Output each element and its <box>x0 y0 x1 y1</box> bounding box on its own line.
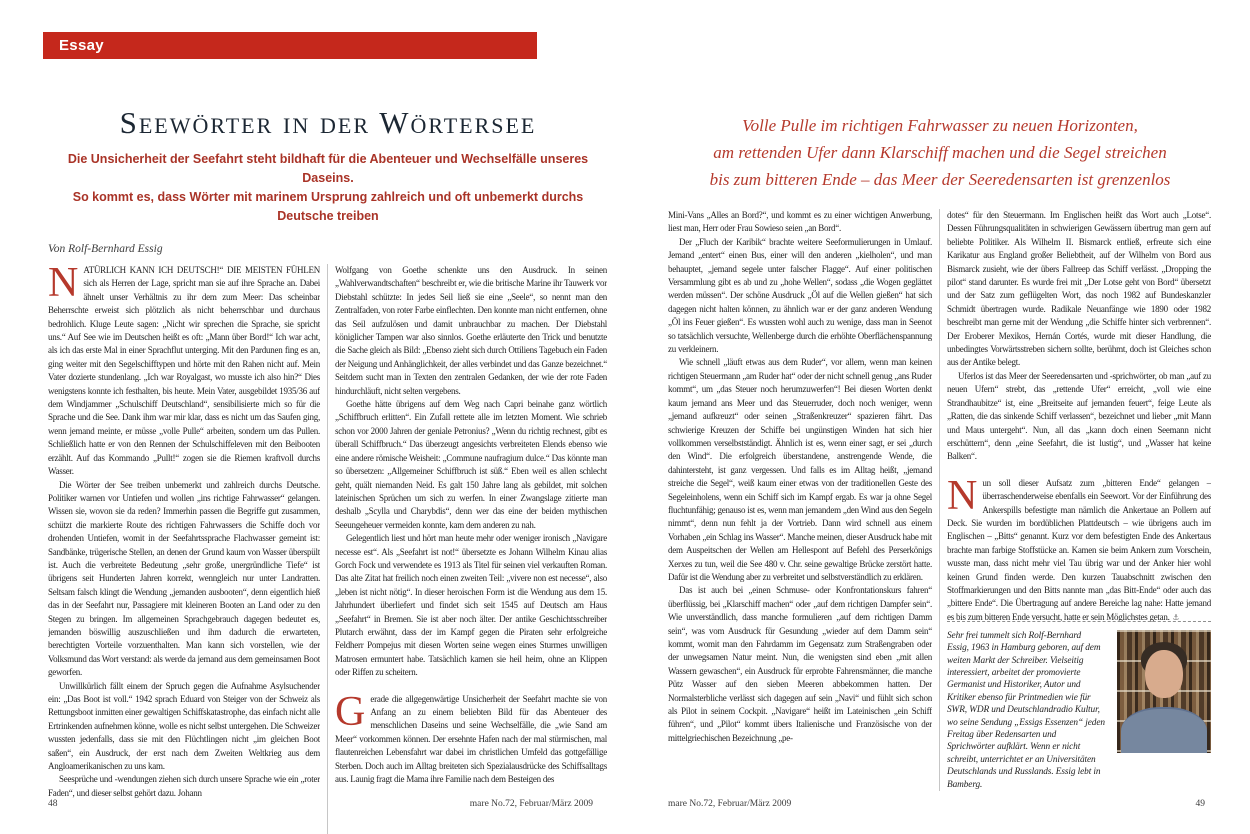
drop-cap: N <box>48 264 79 306</box>
page-number-right: 49 <box>1195 799 1205 809</box>
issue-info-right: mare No.72, Februar/März 2009 <box>668 799 792 809</box>
drop-cap: G <box>335 688 366 735</box>
left-page-column-1 <box>48 264 320 834</box>
pull-quote-line-2: am rettenden Ufer dann Klarschiff machen und die Segel streichen <box>713 143 1167 162</box>
article-subtitle <box>48 150 608 226</box>
body-paragraph: Gerade die allgegenwärtige Unsicherheit der Seefahrt machte sie von Anfang an zu einem beliebten Bild für das Abenteuer des menschlichen Daseins und seine Wechselfälle, die „wie Sand am Meer“ vorkommen können. Der ersehnte Hafen nach der mal stürmischen, mal flautenreichen Lebensfahrt war dabei im christlichen Umfeld das gottgefällige Sterben. Doch auch im Alltag breiteten sich Spezialausdrücke des Schiffsalltags aus. Launig fragt die Mama ihre Familie nach dem Besteigen des <box>335 688 607 785</box>
column-rule <box>939 209 940 791</box>
body-paragraph: Gelegentlich liest und hört man heute mehr oder weniger ironisch „Navigare necesse est“. Als „Seefahrt ist not!“ übersetzte es Johann Wilhelm Kinau alias Gorch Fock und verwendete es 1913 als Titel für seinen viel verkauften Roman. Das alte Zitat hat freilich noch einen zweiten Teil: „vivere non est necesse“, also „leben ist nicht nötig“. In dieser heroischen Form ist die Wendung aus dem 15. Jahrhundert überliefert und findet sich seit 1545 auf Deutsch am Haus „Seefahrt“ in Bremen. Sie ist aber noch älter. Der antike Geschichtsschreiber Plutarch erwähnt, dass der im Kampf gegen die Piraten sehr erfolgreiche Feldherr Pompejus mit diesen Worten seine wegen eines Sturmes unwilligen Matrosen ermuntert habe. Tatsächlich kamen sie heil heim, ohne an Klippen oder Riffen zu scheitern. <box>335 533 607 678</box>
author-shirt <box>1121 707 1207 753</box>
author-face <box>1145 650 1183 698</box>
drop-cap: N <box>947 472 978 519</box>
body-paragraph: Wolfgang von Goethe schenkte uns den Ausdruck. In seinen „Wahlverwandtschaften“ beschreibt er, wie die britische Marine ihr Tauwerk vor Diebstahl schützte: In jedes Seil ließ sie eine „Seele“, so nennt man den Zentralfaden, von roter Farbe einflechten. Den konnte man nicht entfernen, ohne das Seil aufzulösen und damit unbrauchbar zu machen. Der Diebstahl königlicher Tampen war also sinnlos. Goethe erläuterte den Trick und benutzte die Sache gleich als Bild: „Ebenso zieht sich durch Ottiliens Tagebuch ein Faden der Neigung und Anhänglichkeit, der alles verbindet und das Ganze bezeichnet.“ Seitdem sucht man in Texten den zentralen Gedanken, der wie der rote Faden hindurchläuft, nicht selten vergebens. <box>335 265 607 396</box>
essay-kicker-label: Essay <box>59 37 104 54</box>
body-paragraph: Goethe hätte übrigens auf dem Weg nach Capri beinahe ganz wörtlich „Schiffbruch erlitten“. Ein Zufall rettete alle im letzten Moment. Wie schrieb schon vor 2000 Jahren der geniale Petronius? „Wenn du richtig rechnest, gibt es überall Schiffbruch.“ Das überzeugt angesichts verbreiteten Elends ebenso wie eine andere römische Weisheit: „Commune naufragium dulce.“ Das könnte man so übersetzen: „Allgemeiner Schiffbruch ist süß.“ Eben weil es allen schlecht geht, quält niemanden Neid. Es galt 150 Jahre lang als gebildet, mit solchen lateinischen Sprüchen um sich zu werfen. In einer Zwangslage zitierte man deshalb „Scylla und Charybdis“, denn wer das eine der beiden mythischen Seeungeheuer vermeiden konnte, kam dem anderen zu nah. <box>335 399 607 530</box>
essay-kicker-bar <box>43 32 537 59</box>
right-page <box>668 112 1212 791</box>
article-title: Seewörter in der Wörtersee <box>119 105 537 140</box>
subtitle-line-1: Die Unsicherheit der Seefahrt steht bildhaft für die Abenteuer und Wechselfälle unseres Daseins. <box>67 152 589 185</box>
body-paragraph: dotes“ für den Steuermann. Im Englischen heißt das Wort auch „Lotse“. Dessen Führungsqualitäten in schwierigen Gewässern übertrug man gern auf beliebte Politiker. Als Wilhelm II. Bismarck entließ, erfreute sich eine Karikatur aus England großer Beliebtheit, auf der Wilhelm von Bord aus Bismarck zusieht, wie der übers Fallreep das Schiff verlässt. „Dropping the pilot“ stand darunter. Es wurde frei mit „Der Lotse geht von Bord“ übersetzt und der Satz zum geflügelten Wort, das noch 1982 auf Bundeskanzler Schmidt übertragen wurde. Radikale Neuanfänge wie 1890 oder 1982 beschreibt man gerne mit der Wendung „die Schiffe hinter sich verbrennen“. Der Eroberer Mexikos, Hernán Cortés, wurde mit dieser Handlung, die unbedingtes Vorwärtsstreben sichern sollte, berühmt, doch ist Gleiches schon aus der Antike belegt. <box>947 210 1211 368</box>
byline: Von Rolf-Bernhard Essig <box>48 243 163 255</box>
pull-quote <box>668 112 1212 193</box>
right-page-column-1 <box>668 209 932 791</box>
left-page-column-2 <box>335 264 607 834</box>
column-rule <box>327 264 328 834</box>
body-paragraph: Nun soll dieser Aufsatz zum „bitteren Ende“ gelangen – überraschenderweise ebenfalls ein Seewort. Vor der Einführung des Ankerspills befestigte man nämlich die Ankertaue an Pollern auf Deck. Sie wurden im bordüblichen Plattdeutsch – wie übrigens auch im Englischen – „Bitts“ genannt. Kurz vor dem befestigten Ende des Ankertaus brachte man farbige Stoffstücke an. Kamen sie beim Ankern zum Vorschein, wusste man, dass nicht mehr viel Tau übrig war und der Anker hier wohl keinen Grund finden werde. Den kurzen Tauabschnitt zwischen den Stoffmarkierungen und den Bitts nannte man „das Bitt-Ende“ oder auch das „bittere Ende“. Die Übertragung auf andere Bereiche lag nahe: Hatte jemand es bis zum bitteren Ende versucht, hatte er sein Möglichstes getan. ⚓ <box>947 472 1211 622</box>
body-paragraph: Unwillkürlich fällt einem der Spruch gegen die Aufnahme Asylsuchender ein: „Das Boot ist voll.“ 1942 sprach Eduard von Steiger von der Schweiz als Rettungsboot inmitten einer gewaltigen Schiffskatastrophe, das einfach nicht alle Ertrinkenden aufnehmen könne, wolle es nicht selbst untergehen. Die Schweizer wussten jedenfalls, dass sie mit den Flüchtlingen nicht „im gleichen Boot saßen“, ein Ausdruck, der erst nach dem Zweiten Weltkrieg aus dem Angloamerikanischen zu uns kam. <box>48 680 320 772</box>
pull-quote-line-3: bis zum bitteren Ende – das Meer der Seeredensarten ist grenzenlos <box>709 170 1171 189</box>
pull-quote-line-1: Volle Pulle im richtigen Fahrwasser zu neuen Horizonten, <box>742 116 1138 135</box>
right-page-column-2-text <box>947 209 1211 624</box>
author-photo <box>1117 630 1211 753</box>
bio-divider-rule <box>947 621 1211 622</box>
author-bio-block <box>947 621 1211 791</box>
end-mark-icon: ⚓ <box>1169 612 1180 622</box>
right-page-columns <box>668 209 1212 791</box>
subtitle-line-2: So kommt es, dass Wörter mit marinem Ursprung zahlreich und oft unbemerkt durchs Deutsche treiben <box>72 190 584 223</box>
left-page <box>48 105 608 834</box>
left-page-columns <box>48 264 608 834</box>
right-page-column-2 <box>947 209 1211 791</box>
author-bio-text: Sehr frei tummelt sich Rolf-Bernhard Essig, 1963 in Hamburg geboren, auf dem weiten Markt der Schreiber. Vielseitig interessiert, arbeitet der promovierte Germanist und Historiker, Autor und Kritiker ebenso für Printmedien wie für SWR, WDR und Deutschlandradio Kultur, wo seine Sendung „Essigs Essenzen“ jeden Freitag über Redensarten und Sprichwörter aufklärt. Wenn er nicht schreibt, unterrichtet er an Universitäten Deutschlands und Russlands. Essig lebt in Bamberg. <box>947 630 1105 790</box>
body-paragraph: Mini-Vans „Alles an Bord?“, und kommt es zu einer wichtigen Anwerbung, liest man, Herr oder Frau Sowieso seien „an Bord“. <box>668 210 932 234</box>
issue-info-left: mare No.72, Februar/März 2009 <box>469 799 593 809</box>
body-paragraph: Uferlos ist das Meer der Seeredensarten und -sprichwörter, ob man „auf zu neuen Ufern“ strebt, das „rettende Ufer“ erreicht, „voll wie eine Strandhaubitze“ ist, eine „Breitseite auf jemanden feuert“, feige Leute als „Ratten, die das sinkende Schiff verlassen“, bezeichnet und lieber „mit Mann und Maus untergeht“. Nun, all das „kann doch einen Seemann nicht erschüttern“, denn „eine Seefahrt, die ist lustig“, und „Wasser hat keine Balken“. <box>947 370 1211 462</box>
body-paragraph: Die Wörter der See treiben unbemerkt und zahlreich durchs Deutsche. Politiker warnen vor Untiefen und wollen „ins richtige Fahrwasser“ gelangen. Wissen sie, wovon sie da reden? Immerhin passen die Begriffe gut zusammen, schützt die markierte Route des richtigen Fahrwassers die Schiffe doch vor drohenden Untiefen, womit in der Seefahrtssprache Flachwasser gemeint ist: Sandbänke, trügerische Stellen, an denen der Grund kaum von Wasser überspült ist. Auch die verbreitete Bedeutung „sehr große, unergründliche Tiefe“ ist übrigens seit Hunderten Jahren korrekt, wenngleich nur unter Landratten. Seltsam falsch klingt die Wendung „jemanden ausbooten“, denn eigentlich hieß das in der Seefahrt nur, Passagiere mit kleineren Booten an Land oder zu den Stegen zu bringen. Im allgemeinen Sprachgebrauch dagegen bedeutet es, jemanden böswillig auszuschließen und ihm dadurch die erwarteten, berechtigten Vorteile vorzuenthalten. Man kann sich vorstellen, wie der Volksmund das Wort verstand: als werde da jemand aus dem gemeinsamen Boot geworfen. <box>48 479 320 678</box>
body-paragraph: Der „Fluch der Karibik“ brachte weitere Seeformulierungen in Umlauf. Jemand „entert“ einen Bus, einer will den anderen „kielholen“, und man behauptet, „jemand segele unter falscher Flagge“. Auf einer politischen Versammlung gibt es ab und zu „hohe Wellen“, sodass „die Wogen geglättet werden müssen“. Der schöne Ausdruck „Öl auf die Wellen gießen“ hat sich dagegen nicht halten können, zu ähnlich war er der ganz anderen Wendung „Öl ins Feuer gießen“. Es wussten wohl auch zu wenige, dass man in Seenot so tatsächlich versuchte, Wellenberge durch die erhöhte Oberflächenspannung zu verkleinern. <box>668 236 932 355</box>
page-number-left: 48 <box>48 799 58 809</box>
body-paragraph: NATÜRLICH KANN ICH DEUTSCH!“ DIE MEISTEN FÜHLEN sich als Herren der Lage, spricht man sie auf ihre Sprache an. Dabei ähnelt unser Verhältnis zu ihr dem zum Meer: Das scheinbar Beherrschte erweist sich plötzlich als nicht beherrschbar und durchaus bedrohlich. Kluge Leute sagen: „Nicht wir sprechen die Sprache, sie spricht uns.“ Auf See wie im Deutschen heißt es oft: „Mann über Bord!“ Ich war acht, als ich das erste Mal in einer Sprachflut unterging. Mit den Pardunen fing es an, ging weiter mit den Segelschifftypen und hörte mit den Rahen nicht auf. Mein Vater dozierte stundenlang. „Ich war Royalgast, wo musste ich also hin?“ Dies wenigstens konnte ich festhalten, bis heute. Mein Vater, ausgebildet 1935/36 auf dem Windjammer „Schulschiff Deutschland“, sensibilisierte mich so für die Sprache und die See. Dank ihm war mir klar, dass es nicht um das Saufen ging, wenn jemand meinte, er müsse „volle Pulle“ arbeiten, sondern um das Pullen. Schließlich hatte er von den Rennen der Schulschiffeleven mit den Beibooten erzählt. Auf das Kommando „Pullt!“ zogen sie die Riemen kraftvoll durchs Wasser. <box>48 264 320 477</box>
body-paragraph: Seesprüche und -wendungen ziehen sich durch unsere Sprache wie ein „roter Faden“, und dieser selbst gehört dazu. Johann <box>48 774 320 798</box>
body-paragraph: Das ist auch bei „einen Schmuse- oder Konfrontationskurs fahren“ überflüssig, bei „Klarschiff machen“ oder „auf dem richtigen Dampfer sein“. Wie unverständlich, dass manche formulieren „auf dem richtigen Damm sein“, was vom Ausdruck für Gesundung „wieder auf dem Damm sein“ kommt, womit man den Fahrdamm im Gegensatz zum Straßengraben oder der unwegsamen Natur meint. Nun, die wenigsten sind eben „mit allen Wassern gewaschen“, ein Ausdruck für erprobte Fahrensmänner, die manche Pütz Wasser auf den sieben Meeren abbekommen hatten. Der Normalsterbliche verlässt sich dagegen auf sein „Navi“ und fühlt sich schon als Pilot in seinem Cockpit. „Navigare“ heißt im Lateinischen „ein Schiff führen“, und „Pilot“ kommt übers Italienische und Französische von der mittelgriechischen Bezeichnung „pe- <box>668 585 932 743</box>
body-paragraph: Wie schnell „läuft etwas aus dem Ruder“, vor allem, wenn man keinen richtigen Steuermann „am Ruder hat“ oder der nicht schnell genug „ans Ruder kommt“, um „das Steuer noch herumzuwerfen“! Bei diesen Worten denkt kaum jemand ans Meer und das Steuerruder, doch noch weniger, wenn „jemand aufkreuzt“ oder seinen „Straßenkreuzer“ spazieren fährt. Das schwierige Kreuzen der Schiffe bei ungünstigen Winden hat sich hier vollkommen verselbstständigt. Ähnlich ist es, wenn einer sagt, er sei „durch den Wind“. Die erfolgreich überstandene, anstrengende Wende, die dahintersteht, ist ganz vergessen. Und falls es im Alltag heißt, „jemand streiche die Segel“, weiß kaum einer etwas von der traditionellen Geste des Segeleinholens, wenn ein Schiff sich im Kampf ergab. Es war ja ohne Segel fluchtunfähig; genauso ist es, wenn man jemandem „den Wind aus den Segeln nimmt“, denn nun fehlt ja der Vortrieb. Dann wird schnell aus einem Vorhaben „ein Schlag ins Wasser“. Manche meinen, dieser Ausdruck habe mit dem Auspeitschen der Wellen am Hellespont auf Befehl des Perserkönigs Xerxes zu tun, weil die See 480 v. Chr. seine gewaltige Brücke zerstört hatte. Dafür ist die Wendung aber zu verbreitet und selbstverständlich zu erklären. <box>668 357 932 582</box>
